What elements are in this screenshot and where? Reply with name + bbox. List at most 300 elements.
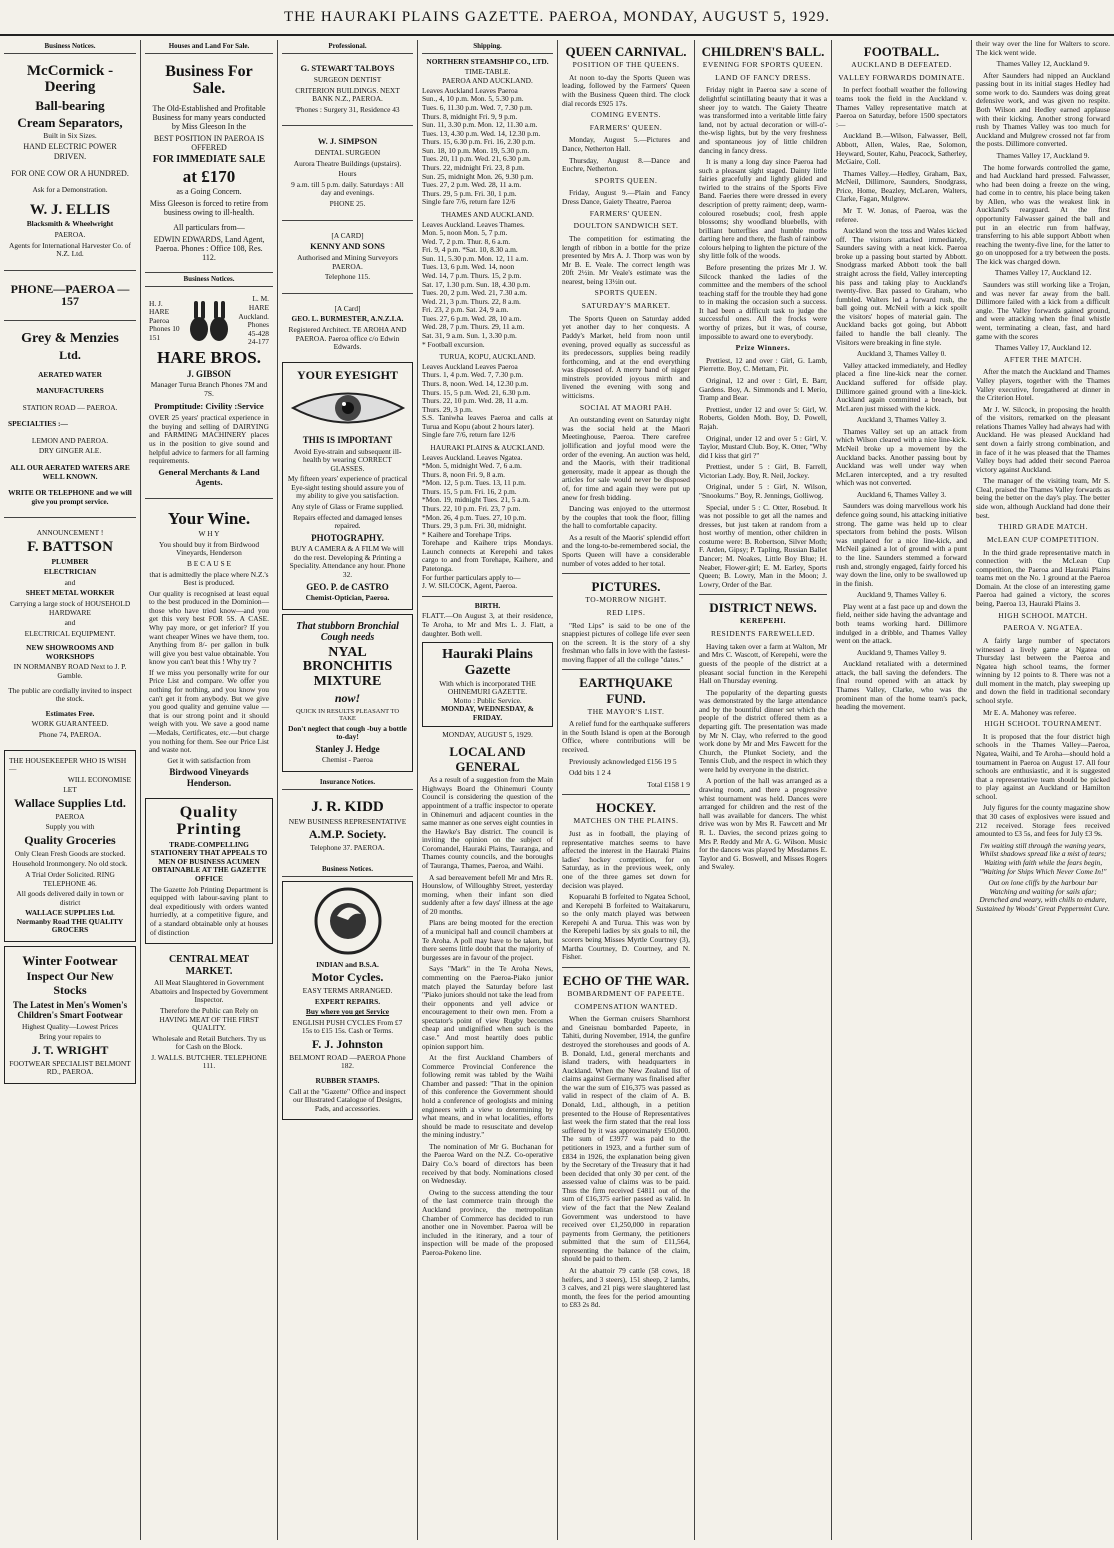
article-para: Says "Mark" in the Te Aroha News, commenting on the Paeroa-Piako junior match played the Saturday before last "Piako juniors should not take the lead from their opponents and yell advice or encouragement to their own men. From a spectator's point of view Rugby becomes cheap and undignified when such is the case." And most heartily does public opinion support him. [422,964,553,1051]
ad-line: Bring your repairs to [39,1032,101,1042]
timetable-row: Thurs. 8, noon Fri. 9, 8 a.m. [422,469,505,479]
section-heading: DISTRICT NEWS. [709,600,817,616]
section-sub: SATURDAY'S MARKET. [581,301,671,311]
ad-line: BUY A CAMERA & A FILM We will do the rest. Developing & Printing a Speciality. Attendance any hour. Phone 32. [289,544,406,579]
ad-title: Business For Sale. [165,63,253,97]
ad-line: Ltd. [59,347,81,362]
timetable-turua [422,363,553,440]
battson-ad [4,523,136,745]
section-heading: EARTHQUAKE FUND. [579,675,673,706]
ad-line: PHONE 25. [329,199,366,209]
section-heading: FOOTBALL. [863,44,940,59]
ad-title: NYAL BRONCHITIS MIXTURE [302,644,393,690]
ad-title: Winter Footwear [22,952,118,968]
ad-line: THE HOUSEKEEPER WHO IS WISH— [9,755,127,774]
divider [422,596,553,597]
ad-name: J. R. KIDD [311,799,384,816]
ad-line: EASY TERMS ARRANGED. [302,986,393,996]
ad-line: ALL OUR AERATED WATERS ARE WELL KNOWN. [10,463,130,481]
eye-icon [289,385,407,431]
ad-line: You should buy it from Birdwood Vineyards, Henderson [158,539,260,558]
section-sub: RED LIPS. [606,607,646,617]
ad-name: GEO. P. de CASTRO [306,581,389,592]
wallace-ad [4,750,136,942]
timetable-row: J. W. SILCOCK, Agent, Paeroa. [422,581,518,591]
timetable-row: Tues. 27, 2 p.m. Wed. 28, 11 a.m. [422,180,522,190]
ad-line: Authorised and Mining Surveyors PAEROA. [297,253,398,271]
ad-line: EDWIN EDWARDS, Land Agent, Paeroa. Phones : Office 108, Res. 112. [153,234,265,263]
ad-name: KENNY AND SONS [310,241,385,252]
score-line: Thames Valley 17, Auckland 12. [994,343,1092,353]
ad-line: THIS IS IMPORTANT [302,435,393,446]
ad-line: OVER 25 years' practical experience in the buying and selling of DAIRYING and FARMING MACHINERY places us in the position to give sound and helpful advice to farmers for all farming requirements. [149,413,269,466]
ad-line: That stubborn Bronchial Cough needs [296,620,399,644]
ad-name: Wallace Supplies Ltd. [14,795,126,810]
article-para: Thursday, August 8.—Dance and Euchre, Netherton. [562,155,690,174]
timetable-row: Thurs. 29, 3 p.m. Fri. 30, midnight. [422,521,527,531]
section-sub: TURUA, KOPU, AUCKLAND. [439,352,536,362]
ad-line: BELMONT ROAD —PAEROA Phone 182. [289,1052,406,1071]
article-para: Special, under 5 : C. Otter, Rosebud. It was not possible to get all the names and dresses, but just taken at random from a host worthy of mention, other children in costume were: B. Robertson, Silver Moth; F. Arden, Gipsy; P. Tapling, Russian Ballet Dancer; M. Noakes, Little Boy Blue; H. Neaber, Flower-girl; E. M. Earley, Sports Queen; B. Lowry, Man in the Moon; J. Lowry, Order of the Bar. [699,502,827,589]
section-sub: POSITION OF THE QUEENS. [572,60,680,70]
ad-line: and [64,577,76,587]
ad-line: ANNOUNCEMENT ! [36,528,104,538]
column-professional [277,40,417,1540]
ad-line: Built in Six Sizes. [43,130,97,140]
ad-line: Avoid Eye-strain and subsequent ill-health by wearing CORRECT GLASSES. [293,446,402,473]
divider [562,794,690,795]
article-para: When the German cruisers Sharnhorst and Gneisnau bombarded Papeete, in Tahiti, during November, 1914, the gunfire destroyed the storehouses and goods of A. B. Donald, Ltd., general merchants and island traders, with headquarters in Auckland. When the New Zealand list of claims against Germany was finalised after the war the sum of £16,375 was passed as valid in respect of the claim of A. B. Donald, Ltd., although, in a petition presented to the House of Representatives last week the firm stated that the real loss suffered by it was approximately £50,000. The sum of £3977 was paid to the petitioners in 1923, and a further sum of £834 in 1926, the explanation being given by the Secretary of the Treasury that it had been decided that only 30 per cent. of the assessed value of claims was to be paid. Thus the firm received £4811 out of the sum of £16,375 earlier passed as valid. In view of the fact that the New Zealand Government was understood to have received over £1,250,000 in reparation payments from Germany, the petitioners submitted that the sum of £11,564, representing the balance of the claim, should be paid to them. [562,1014,690,1264]
ad-line: B E C A U S E [187,558,231,568]
ad-line: Get it with satisfaction from [167,755,251,765]
ad-name: W. J. SIMPSON [317,136,378,147]
ad-line: Wholesale and Retail Butchers. Try us for Cash on the Block. [152,1033,266,1052]
ad-line: Therefore the Public can Rely on HAVING MEAT OF THE FIRST QUALITY. [159,1006,259,1033]
section-sub: HAURAKI PLAINS & AUCKLAND. [430,442,545,452]
timetable-row: Tues. 13, 4.30 p.m. Wed. 14, 12.30 p.m. [422,128,541,138]
column-header: Business Notices. [145,272,273,287]
article-para: As a result of the Maoris' splendid effort and the long-to-be-remembered social, the Sports Queen will have a considerable number of votes added to her total. [562,532,690,568]
article-para: Original, under 5 : Girl, N. Wilson, "Snookums." Boy, R. Jennings, Golliwog. [699,482,827,500]
ad-line: WALLACE SUPPLIES Ltd. Normanby Road THE QUALITY GROCERS [16,908,124,935]
timetable-row: Thurs. 29, 5 p.m. Fri. 30, 1 p.m. [422,188,517,198]
ad-line: PAEROA. [54,230,86,240]
ad-line: Chemist - Paeroa [322,755,373,765]
ad-line: FOOTWEAR SPECIALIST BELMONT RD., PAEROA. [9,1058,131,1077]
ad-line: AERATED WATER [38,369,102,379]
ad-line: Cream Separators, [17,114,123,130]
ad-line: General Merchants & Land Agents. [158,466,260,487]
timetable-row: Mon. 5, noon Mon. 5, 7 p.m. [422,228,508,238]
ad-line: Repairs effected and damaged lenses repaired. [292,512,403,531]
ad-line: INDIAN and B.S.A. [316,959,379,969]
ad-title: Motor Cycles. [311,970,384,985]
ad-line: Any style of Glass or Frame supplied. [291,502,404,512]
ad-line: that is admittedly the place where N.Z.'s Best is produced. [149,569,269,588]
ad-line: Carrying a large stock of HOUSEHOLD HARDWARE [9,598,131,617]
ad-line: EXPERT REPAIRS. [314,996,381,1006]
ad-line: W H Y [198,529,220,539]
section-sub: THE MAYOR'S LIST. [587,706,665,716]
divider [282,125,413,126]
ad-line: My fifteen years' experience of practical Eye-sight testing should assure you of my ability to give you satisfaction. [287,474,408,501]
fund-line: Previously acknowledged £156 19 5 [569,756,677,766]
divider [145,498,273,499]
ad-line: PLUMBER [51,556,89,566]
ad-line: J. GIBSON [186,368,231,379]
kenny-card [282,226,413,288]
ad-line: DRY GINGER ALE. [38,446,102,456]
article-para: their way over the line for Walters to score. The kick went wide. [976,40,1110,57]
timetable-row: *Mon. 26, 4 p.m. Tues. 27, 10 p.m. [422,512,527,522]
timetable-row: Sat. 31, 9 a.m. Sun. 1, 3.30 p.m. [422,331,517,341]
ad-line: Manager Turua Branch Phones 7M and 7S. [150,380,268,398]
ad-line: Ball-bearing [35,97,105,113]
article-para: Original, 12 and over : Girl, E. Barr, Gardens. Boy, A. Simmonds and I. Merio, Tramp and Bear. [699,376,827,403]
ad-line: LET [63,785,77,795]
article-para: As a result of a suggestion from the Main Highways Board the Ohinemuri County Council is considering the question of the appointment of a traffic inspector to operate in Ohinemuri and adjacent counties in the same manner as one serves eight counties in the Hawke's Bay district. The council is inviting the opinion on the subject of Coromandel, Hauraki Plains, Tauranga, and Thames county councils, and the boroughs of Tauranga, Thames, Paeroa, and Waihi. [422,775,553,870]
section-sub: AFTER THE MATCH. [1003,354,1083,364]
article-para: At noon to-day the Sports Queen was leading, followed by the Farmers' Queen with the Business Queen third. The clock dial records £925 17s. [562,72,690,108]
ad-line: LEMON AND PAEROA. [31,435,109,445]
timetable-row: Sat. 17, 1.30 p.m. Sun. 18, 4.30 p.m. [422,279,531,289]
ad-line: Blacksmith & Wheelwright [26,219,114,229]
section-sub: COMPENSATION WANTED. [574,1001,678,1011]
article-para: Before presenting the prizes Mr J. W. Silcock thanked the ladies of the committee and the members of the school teaching staff for the trouble they had gone to in making the occasion such a success. It had been a difficult task to judge the successful ones. All the frocks were worthy of prizes, but it was, of course, impossible to award one to everybody. [699,263,827,341]
section-sub: THAMES AND AUCKLAND. [441,209,534,219]
article-para: Just as in football, the playing of representative matches seems to have affected the interest in the Hauraki Plains ladies' hockey competition, for on Saturday, as in the previous week, only one of the three games set down for decision was played. [562,829,690,890]
johnston-ad [282,881,413,1120]
score-line: Auckland 9, Thames Valley 9. [856,647,947,657]
timetable-row: Fri. 9, 4 p.m. *Sat. 10, 8.30 a.m. [422,245,518,255]
ad-name: G. STEWART TALBOYS [300,63,395,74]
ad-line: WRITE OR TELEPHONE and we will give you prompt service. [8,488,132,506]
ad-line: Chemist-Optician, Paeroa. [305,592,390,602]
ad-line: [A CARD] [331,230,364,240]
kidd-ad [282,794,413,859]
ad-line: WORK GUARANTEED. [31,719,109,729]
ad-line: PAEROA [55,811,85,821]
section-sub: BOMBARDMENT OF PAPEETE. [567,988,685,998]
article-para: Auckland retaliated with a determined attack, the ball saving the defenders. The final round opened with an attack by Thames Valley, Clarke, who was the prominent man of the home team's pack, heading the movement. [836,659,967,712]
poem: Out on lone cliffs by the harbour bar Watching and waiting for sails afar; Drenched and weary, with chills to endure, Sustained by Woods' Great Peppermint Cure. [976,878,1110,913]
ad-title: Grey & Menzies [21,330,119,346]
ad-line: SPECIALTIES :— [8,419,68,429]
article-para: "Red Lips" is said to be one of the snappiest pictures of college life ever seen on the screen. It is the story of a shy freshman who falls in love with the fastest-moving flapper of all the college "dates." [562,620,690,664]
article-para: Auckland B.—Wilson, Falwasser, Bell, Abbott, Allen, Wales, Rae, Solomon, Heyward, Souter, Kahu, Peacock, Satherley, McGaire, Coll. [836,131,967,167]
motorcycle-logo-icon [313,886,383,956]
column-header: Insurance Notices. [282,776,413,790]
ad-name: Stanley J. Hedge [315,743,380,754]
ad-line: All particulars from— [173,223,245,233]
ad-line: Supply you with [45,822,95,832]
ad-name: F. J. Johnston [312,1036,383,1051]
timetable-row: Tues. 20, 11 p.m. Wed. 21, 6.30 p.m. [422,154,531,164]
timetable-row: *Mon. 12, 5 p.m. Tues. 13, 11 p.m. [422,478,526,488]
ad-title: CENTRAL MEAT MARKET. [168,954,250,977]
article-para: Kopuarahi B forfeited to Ngatea School, and Kerepehi B forfeited to Waitakaruru, so the only match played was between Kerepehi A and Turua. This was won by the Kerepehi ladies by six goals to nil, the scorers being Misses Myrtle Courtney (3), Martha Courtney, D. Courtney, and N. Fisher. [562,892,690,962]
ad-line: RUBBER STAMPS. [315,1076,380,1085]
timetable-row: * Kaihere and Torehape Trips. [422,529,512,539]
timetable-thames [422,221,553,350]
ad-line: The Gazette Job Printing Department is equipped with labour-saving plant to deal expeditiously with orders wanted hurriedly, at a competitive figure, and of a standard obtainable only at houses of distinction [150,884,268,937]
ad-line: FOR IMMEDIATE SALE [152,154,266,166]
ad-line: The public are cordially invited to inspect the stock. [8,685,132,704]
masthead: THE HAURAKI PLAINS GAZETTE. PAEROA, MONDAY, AUGUST 5, 1929. [0,0,1114,36]
column-houses-land [140,40,277,1540]
article-para: After the match the Auckland and Thames Valley players, together with the Thames Valley executive, foregathered at dinner in the Criterion Hotel. [976,367,1110,403]
article-para: Having taken over a farm at Walton, Mr and Mrs C. Wascott, of Kerepehi, were the guests of the people of the district at a pleasant social function in the Kerepehi Hall on Thursday evening. [699,641,827,686]
timetable-row: Sun. 11, 3.30 p.m. Mon. 12, 11.30 a.m. [422,120,538,130]
article-para: The competition for estimating the length of ribbon in a bottle for the prize presented by Mrs A. J. Thorp was won by Mr B. E. Veale. The correct length was 20ft 2½in. Mr Veale's estimate was the nearest, being 13½in out. [562,233,690,286]
section-sub: FARMERS' QUEEN. [589,208,663,218]
ad-line: QUICK IN RESULTS PLEASANT TO TAKE [295,707,400,723]
timetable-row: Sun. 18, 10 p.m. Mon. 19, 5.30 p.m. [422,145,530,155]
timetable-row: Sun. 11, 5.30 p.m. Mon. 12, 11 a.m. [422,253,529,263]
timetable-row: Thurs. 15, 5 p.m. Fri. 16, 2 p.m. [422,486,517,496]
article-para: Prettiest, under 5 : Girl, B. Farrell, Victorian Lady. Boy, R. Neil, Jockey. [699,462,827,480]
section-sub: SPORTS QUEEN. [594,175,658,185]
timetable-row: Thurs. 8, noon. Wed. 14, 12.30 p.m. [422,378,529,388]
hare-icon [181,297,237,345]
hare-header [149,295,269,346]
divider [282,293,413,294]
section-sub: Prize Winners. [735,343,791,353]
ad-line: NEW BUSINESS REPRESENTATIVE [288,816,407,826]
talboys-card [282,58,413,120]
ad-line: Hours [338,169,357,179]
article-para: Valley attacked immediately, and Hedley placed a fine line-kick near the corner. Auckland suffered for offside play. Dillimore gained ground with a line-kick. Auckland again committed a breach, but McLaren just missed with the kick. [836,360,967,413]
article-para: Mr E. A. Mahoney was referee. [983,707,1077,717]
timetable-row: S.S. Taniwha leaves Paeroa and calls at Turua and Kopu (about 2 hours later). [422,413,553,431]
timetable-row: Leaves Auckland. Leaves Ngatea. [422,452,523,462]
ad-line: PHOTOGRAPHY. [311,532,384,543]
ad-line: ELECTRICAL EQUIPMENT. [24,628,116,638]
hare-bros-ad [145,291,273,493]
section-sub: TIME-TABLE. [464,66,511,76]
article-para: The home forwards controlled the game, and had Auckland hard pressed. Falwasser, who had been doing a freeze on the wing, had come in to centre, his place being taken by Allen, who was the weakest link in Auckland's rearguard. At the first opportunity Falwasser gained the ball and put in an electric run from halfway, transferring to his able support Abbott when reaching the twenty-five line, for the latter to go on unopposed for a try between the posts. The kick was charged down. [976,162,1110,266]
ad-line: BEST POSITION IN PAEROA IS OFFERED [153,133,265,152]
score-line: Auckland 9, Thames Valley 6. [856,590,947,600]
ad-line: Don't neglect that cough -buy a bottle to-day! [288,723,407,742]
article-para: Prettiest, 12 and over : Girl, G. Lamb, Pierrette. Boy, C. Mettam, Pit. [699,355,827,374]
ad-line: Telephone 115. [324,272,371,282]
burmester-card [282,299,413,358]
ad-line: J. WALLS. BUTCHER. TELEPHONE 111. [151,1052,267,1071]
ad-line: H. J. HARE Paeroa Phones 10 151 [149,298,180,343]
article-para: A portion of the hall was arranged as a drawing room, and there a progressive whist tournament was held. Dances were arranged for children and the rest of the hall was available for dancers. The whist drive was won by Mrs R. Fawcett and Mr R. L. Davies, the second prizes going to Mrs P. Reddy and Mr A. G. Wilson. Music for the dances was played by Mesdames E. Taylor and G. Boswell, and Misses Rogers and Swaley. [699,776,827,872]
ad-line: Agents for International Harvester Co. of N.Z. Ltd. [9,240,131,259]
section-sub: MATCHES ON THE PLAINS. [573,816,679,826]
section-sub: AUCKLAND B DEFEATED. [851,60,952,70]
section-title: BIRTH. [474,600,501,610]
ad-line: Buy where you get Service [305,1007,390,1017]
ad-line: Promptitude: Civility :Service [154,401,264,412]
local-general-article [422,776,553,1257]
timetable-row: Fri. 23, 2 p.m. Sat. 24, 9 a.m. [422,305,509,315]
divider [282,220,413,221]
section-heading: LOCAL AND GENERAL [449,744,526,775]
ad-line: The Old-Established and Profitable Business for many years conducted by Miss Gleeson In the [152,103,266,132]
ad-line: [A Card] [334,303,361,313]
article-para: Mr J. W. Silcock, in proposing the health of the visitors, remarked on the pleasant relations Thames Valley had always had with Auckland. He was pleased Auckland had sent down a fairly strong combination, and in face of it he was pleased that the Thames Valley boys had added their second Paeroa victory against Auckland. [976,404,1110,474]
ad-line: now! [334,690,361,705]
ad-line: Birdwood Vineyards Henderson. [169,767,249,788]
ad-line: SURGEON DENTIST [313,74,382,84]
score-line: Auckland 3, Thames Valley 3. [856,415,947,425]
timetable-row: Thurs. 15, 6.30 p.m. Fri. 16, 2.30 p.m. [422,137,536,147]
article-para: Play went at a fast pace up and down the field, neither side having the advantage and both teams working hard. Dillimore indulged in a dribble, and Thames Valley went on the attack. [836,601,967,646]
fund-line: Odd bits 1 2 4 [569,768,611,778]
section-title: NORTHERN STEAMSHIP CO., LTD. [426,57,549,67]
section-sub: FARMERS' QUEEN. [589,122,663,132]
article-para: The Sports Queen on Saturday added yet another day to her conquests. A Paddy's Market, held from noon until evening, proved equally as successful as its predecessors, supplies being readily forthcoming, and at the end everything was disposed of. A merry band of nigger minstrels provided joyous mirth and livened the evening with song and witticisms. [562,313,690,401]
section-sub: LAND OF FANCY DRESS. [715,72,811,82]
timetable-row: For further particulars apply to— [422,572,521,582]
article-para: At the first Auckland Chambers of Commerce Provincial Conference the following remit was tabled by the Waihi Chamber and passed: "That in the opinion of this conference the Government should hold a conference of geologists and mining engineers with a view to determining by what means, and in what localities, efforts should be made to resuscitate and develop the mining industry." [422,1053,553,1140]
ad-title: Quality Printing [176,804,242,838]
article-para: Monday, August 5.—Pictures and Dance, Netherton Hall. [562,135,690,154]
article-para: Thames Valley.—Hedley, Graham, Bax, McNeil, Dillimore, Saunders, Snodgrass, Price, Home, Beazley, McLaren, Walters, Clarke, Fagan, Mulgrew. [836,168,967,204]
column-football [831,40,971,1540]
score-line: Thames Valley 12, Auckland 9. [996,59,1090,69]
section-sub: SPORTS QUEEN. [594,288,658,298]
timetable-row: Thurs. 22, 10 p.m. Fri. 23, 7 p.m. [422,504,521,514]
article-para: Original, under 12 and over 5 : Girl, V. Taylor, Mustard Club. Boy, K. Otter, "Why did I kiss that girl ?" [699,433,827,460]
ad-line: Inspect Our New Stocks [26,969,114,997]
article-para: Prettiest, under 12 and over 5: Girl, W. Roberts, Golden Moth. Boy, D. Powell, Rajah. [699,404,827,431]
section-sub: HIGH SCHOOL TOURNAMENT. [984,719,1102,729]
article-para: In perfect football weather the following teams took the field in the Auckland v. Thames Valley representative match at Paeroa on Saturday, before 1500 spectators :— [836,85,967,129]
divider [699,594,827,595]
meat-market-ad [145,948,273,1077]
divider [562,669,690,670]
simpson-card [282,131,413,214]
column-header: Professional. [282,40,413,54]
birth-notice: FLATT.—On August 3, at their residence, Te Aroha, to Mr and Mrs L. J. Flatt, a daughter. Both well. [422,611,553,638]
ad-line: 'Phones : Surgery 31, Residence 43 [295,104,400,114]
divider [562,573,690,574]
section-sub: RESIDENTS FAREWELLED. [710,629,816,639]
nyal-ad [282,614,413,772]
timetable-row: Wed. 14, 7 p.m. Thurs. 15, 2 p.m. [422,270,522,280]
column-header: Shipping. [422,40,553,54]
timetable-paeroa [422,87,553,207]
ad-line: HAND ELECTRIC POWER DRIVEN. [23,142,117,161]
ad-line: Call at the "Gazette" Office and inspect our Illustrated Catalogue of Designs, Pads, and accessories. [289,1086,406,1113]
ad-title: YOUR EYESIGHT [296,367,399,382]
ad-line: Aurora Theatre Buildings (upstairs). [293,158,402,168]
timetable-row: Thurs. 22, midnight Fri. 23, 8 p.m. [422,163,525,173]
timetable-row: Tues. 20, 2 p.m. Wed. 21, 7.30 a.m. [422,288,527,298]
wine-ad [145,504,273,794]
column-queen-carnival [557,40,694,1540]
ad-title: McCormick - Deering [26,63,114,95]
ad-line: All goods delivered daily in town or district [16,889,124,907]
score-line: Thames Valley 17, Auckland 9. [996,150,1090,160]
timetable-row: Leaves Auckland. Leaves Thames. [422,219,525,229]
ad-line: Telephone 37. PAEROA. [310,843,385,853]
ad-line: If we miss you personally write for our Price List and compare. We offer you nothing for nothing, and you know you can't get it from anybody. But we give you good quality and genuine value — that is our strong point and it should weigh with you. We save a good name—Medals, Certificates, etc.—but charge you nothing for them. See our Price List and waste not. [149,667,269,755]
ad-line: DENTAL SURGEON [314,148,381,158]
gazette-masthead [422,642,553,727]
eyesight-ad [282,362,413,610]
ad-name: GEO. L. BURMESTER, A.N.Z.I.A. [291,314,404,324]
ad-line: ELECTRICIAN [43,567,97,577]
timetable-row: Single fare 7/6, return fare 12/6 [422,197,516,207]
section-sub: EVENING FOR SPORTS QUEEN. [702,60,824,70]
article-para: Saunders was still working like a Trojan, and was never far away from the ball. Dillimore failed with a kick from a difficult angle. The Valley forwards gained ground, and were attacking when the final whistle went, terminating a clean, fast, and hard game with the scores [976,280,1110,341]
section-sub: TO-MORROW NIGHT. [585,595,667,605]
timetable-row: Thurs. 1, 4 p.m. Wed. 7, 7.30 p.m. [422,370,524,380]
issue-date: MONDAY, AUGUST 5, 1929. [442,730,533,740]
article-para: Auckland won the toss and Wales kicked off. The visitors attacked immediately, Saunders saving with a neat kick. Paeroa broke up a passing bout started by Abbott. Snodgrass marked Abbott took the ball straight across the field, Valley intercepting his pass and taking play to Auckland's twenty-five. Bax passed to Graham, who fumbled. Walters led a forward rush, the ball going out. McNeil with a kick spoilt the visitors' hopes of material gain. The Auckland backs got going, but Abbott failed to handle the ball cleanly. The Visitors were breaking in fine style. [836,226,967,347]
ad-line: CRITERION BUILDINGS. NEXT BANK N.Z., PAEROA. [295,85,400,104]
ad-name: W. J. ELLIS [29,201,111,218]
timetable-row: Tues. 6, 11.30 p.m. Wed. 7, 7.30 p.m. [422,103,533,112]
timetable-hauraki [422,454,553,591]
article-para: In the third grade representative match in connection with the McLean Cup competition, the Paeroa and Hauraki Plains teams met on the No. 1 ground at the Paeroa Domain. At the close of an interesting game Paeroa had gained a victory, the scores being, Paeroa 13, Hauraki Plains 3. [976,547,1110,609]
ad-price: at £170 [182,166,236,186]
section-sub: KEREPEHI. [740,616,786,626]
gazette-line: MONDAY, WEDNESDAY, & FRIDAY. [441,704,534,722]
ad-line: Highest Quality—Lowest Prices [21,1021,119,1031]
timetable-row: Wed. 28, 7 p.m. Thurs. 29, 11 a.m. [422,322,525,332]
ad-title: Your Wine. [167,509,251,529]
article-para: The popularity of the departing guests was demonstrated by the large attendance and by the bountiful dinner set which the people of the district offered them as a departing gift. The presentation was made by Mr N. Clay, who referred to the good work done by Mr and Mrs Fawcett for the Church, the Plunket Society, and the Tennis Club, and the respect in which they were held by everyone in the district. [699,687,827,774]
section-heading: CHILDREN'S BALL. [701,44,825,59]
ad-line: Phone 74, PAEROA. [38,729,102,739]
grey-menzies-ad [4,326,136,512]
timetable-row: Tues. 27, 6 p.m. Wed. 28, 10 a.m. [422,313,522,323]
ad-line: MANUFACTURERS [36,386,104,396]
poem: I'm waiting still through the waning years, Whilst shadows spread like a mist of tears; Waiting with faith while the fears begin, "Waiting for Ships Which Never Come In!" [979,840,1107,876]
divider [4,517,136,518]
article-para: Dancing was enjoyed to the uttermost by the couples that took the floor, filling the hall to comfortable capacity. [562,504,690,531]
ad-line: Miss Gleeson is forced to retire from business owing to ill-health. [149,198,269,217]
section-sub: McLEAN CUP COMPETITION. [986,534,1100,544]
timetable-row: *Mon. 19, midnight Tues. 21, 5 a.m. [422,495,530,505]
ad-line: 9 a.m. till 5 p.m. daily. Saturdays : All day and evenings. [291,179,404,198]
section-heading: PICTURES. [591,579,661,595]
timetable-row: Leaves Auckland Leaves Paeroa [422,361,518,371]
timetable-row: * Football excursion. [422,339,485,349]
article-para: It is many a long day since Paeroa had such a pleasant sight staged. Dainty little fairies gracefully and lightly glided and twirled to the strains of the Sports Five Band. Faeries there were dressed in every description of pretty raiment; deep, warm-coloured rosebuds; cool, fresh apple blossoms; shy woodland bluebells, with brilliant butterflies and humble moths darting here and there, the flash of rainbow colours helping to lighten the picture of the shy little folk of the woods. [699,157,827,261]
fund-total: Total £158 1 9 [647,779,690,789]
ad-line: A Trial Order Solicited. RING TELEPHONE 46. [25,869,115,888]
gazette-title: Hauraki Plains Gazette [442,647,533,679]
column-football-cont [971,40,1114,1540]
timetable-row: Single fare 7/6, return fare 12/6 [422,430,516,440]
business-sale-ad [145,58,273,268]
section-heading: HOCKEY. [596,800,656,816]
article-para: It is proposed that the four district high schools in the Thames Valley—Paeroa, Ngatea, Waihi, and Te Aroha—should hold a tournament in Paeroa on August 17. All four schools are enthusiastic, and it is suggested that a representative team should be picked to play against an Auckland or Hamilton school. [976,731,1110,801]
column-header: Business Notices. [282,863,413,877]
ad-line: STATION ROAD — PAEROA. [22,402,118,412]
column-shipping [417,40,557,1540]
ad-line: All Meat Slaughtered in Government Abattoirs and Inspected by Government Inspector. [149,978,269,1005]
phone-banner: PHONE—PAEROA —157 [10,281,130,309]
ad-line: ENGLISH PUSH CYCLES From £7 15s to £15 15s. Cash or Terms. [292,1017,403,1036]
ad-line: Quality Groceries [24,832,116,847]
ad-line: L. M. HARE Auckland. Phones 45-428 24-177 [238,294,269,347]
ad-line: Only Clean Fresh Goods are stocked. [14,848,126,858]
ad-name: HARE BROS. [157,347,261,367]
ad-line: as a Going Concern. [176,187,242,197]
section-sub: PAEROA AND AUCKLAND. [442,76,533,86]
section-sub: VALLEY FORWARDS DOMINATE. [838,72,965,82]
ad-line: The Latest in Men's Women's Children's Smart Footwear [12,999,128,1021]
